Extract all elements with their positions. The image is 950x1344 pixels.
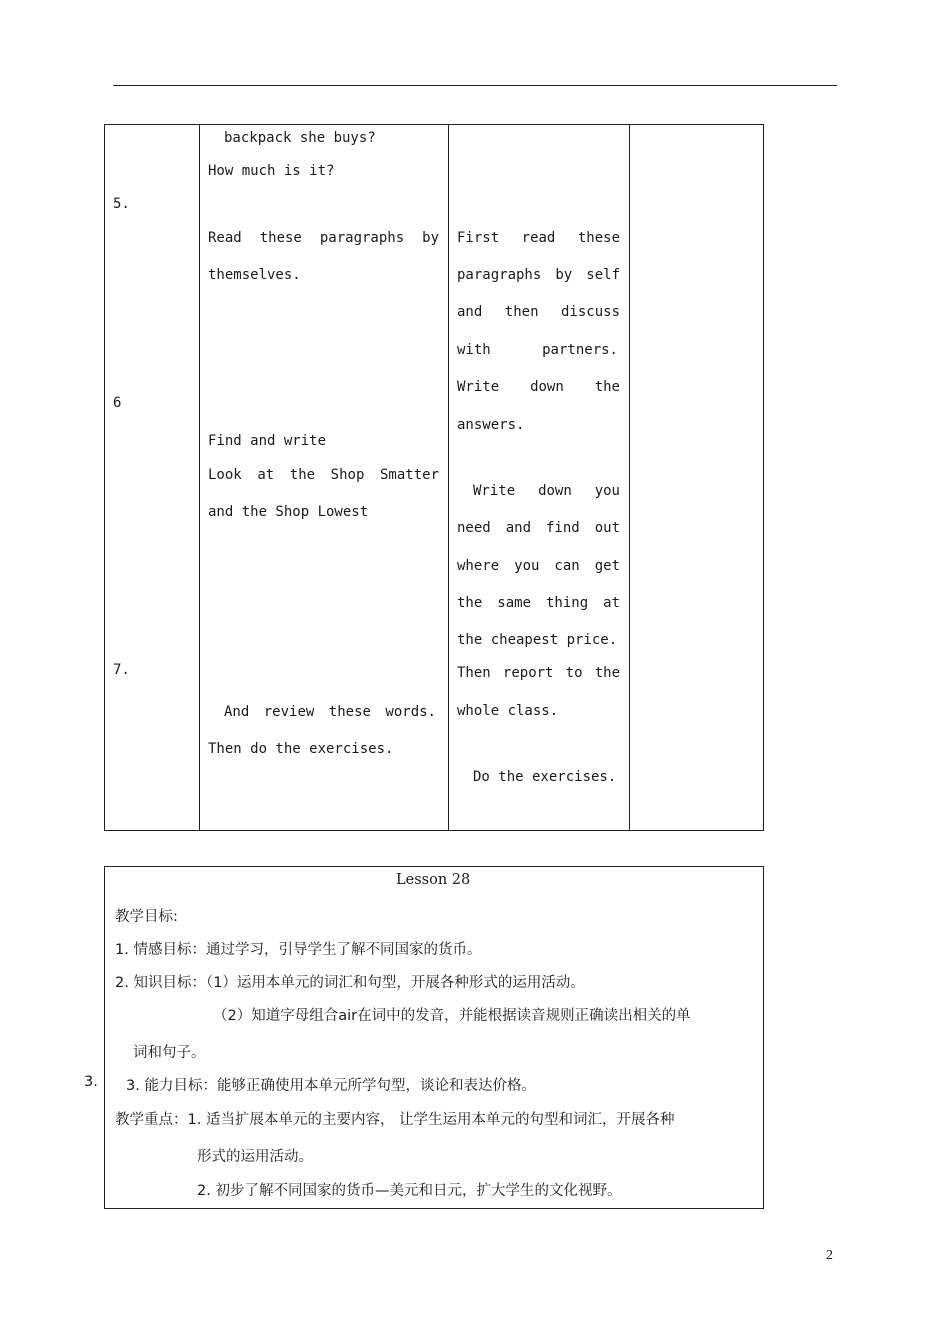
outside-number: 3.: [84, 1074, 98, 1090]
column-divider: [629, 125, 630, 830]
lesson-title: Lesson 28: [396, 872, 471, 888]
student-activity-line: Then report to the: [457, 665, 620, 681]
student-activity-line: Do the exercises.: [473, 769, 617, 785]
teacher-activity-line: Then do the exercises.: [208, 741, 394, 757]
student-activity-line: the cheapest price.: [457, 632, 618, 648]
objective-line: 3. 能力目标：能够正确使用本单元所学句型，谈论和表达价格。: [126, 1078, 536, 1094]
keypoints-line: 教学重点：1. 适当扩展本单元的主要内容， 让学生运用本单元的句型和词汇，开展各种: [115, 1112, 675, 1128]
objective-line: 词和句子。: [133, 1045, 206, 1061]
student-activity-line: need and find out: [457, 520, 620, 536]
student-activity-line: where you can get: [457, 558, 620, 574]
student-activity-line: Write down the: [457, 379, 620, 395]
column-divider: [199, 125, 200, 830]
teacher-activity-line: How much is it?: [208, 163, 335, 179]
objective-line: 2. 知识目标：（1）运用本单元的词汇和句型，开展各种形式的运用活动。: [115, 975, 585, 991]
teacher-activity-line: And review these words.: [224, 704, 436, 720]
teacher-activity-line: and the Shop Lowest: [208, 504, 369, 520]
objectives-heading: 教学目标:: [115, 909, 178, 925]
step-number: 6: [113, 395, 122, 411]
teacher-activity-line: Read these paragraphs by: [208, 230, 439, 246]
student-activity-line: whole class.: [457, 703, 559, 719]
step-number: 7.: [113, 662, 130, 678]
student-activity-line: the same thing at: [457, 595, 620, 611]
student-activity-line: First read these: [457, 230, 620, 246]
student-activity-line: with partners.: [457, 342, 618, 358]
objective-line: 1. 情感目标：通过学习，引导学生了解不同国家的货币。: [115, 942, 482, 958]
header-rule: [113, 85, 837, 86]
objective-line: （2）知道字母组合air在词中的发音，并能根据读音规则正确读出相关的单: [213, 1008, 691, 1024]
teacher-activity-line: themselves.: [208, 267, 301, 283]
student-activity-line: and then discuss: [457, 304, 620, 320]
step-number: 5.: [113, 196, 130, 212]
page-number: 2: [826, 1248, 833, 1263]
teacher-activity-line: Look at the Shop Smatter: [208, 467, 439, 483]
student-activity-line: answers.: [457, 417, 525, 433]
keypoints-line: 2. 初步了解不同国家的货币—美元和日元，扩大学生的文化视野。: [197, 1183, 622, 1199]
keypoints-line: 形式的运用活动。: [197, 1149, 313, 1165]
student-activity-line: Write down you: [473, 483, 620, 499]
student-activity-line: paragraphs by self: [457, 267, 620, 283]
teacher-activity-line: Find and write: [208, 433, 327, 449]
column-divider: [448, 125, 449, 830]
teacher-activity-line: backpack she buys?: [224, 130, 376, 146]
